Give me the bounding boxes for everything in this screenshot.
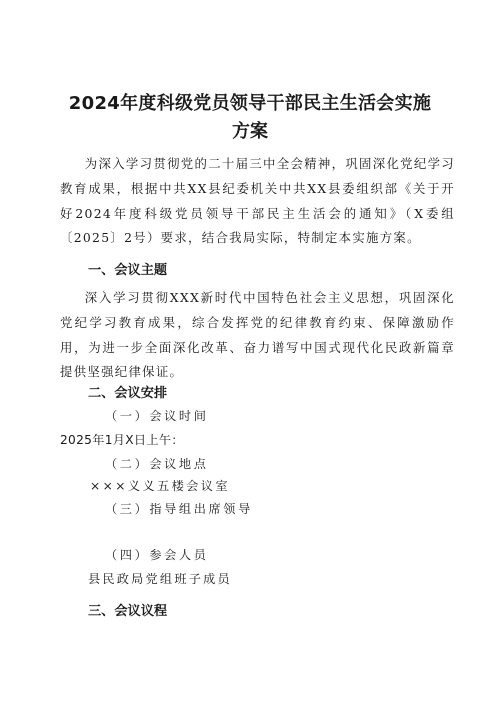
section-heading-meeting-agenda: 三、会议议程 (88, 604, 168, 619)
section-heading-meeting-arrangement: 二、会议安排 (88, 386, 168, 401)
document-title-line-1: 2024年度科级党员领导干部民主生活会实施 (68, 93, 432, 114)
attendees-value: 县民政局党组班子成员 (88, 572, 232, 586)
subheading-guidance-leaders: （三）指导组出席领导 (105, 502, 253, 516)
meeting-time-value: 2025年1月X日上午： (60, 433, 184, 447)
intro-paragraph: 为深入学习贯彻党的二十届三中全会精神，巩固深化党纪学习教育成果，根据中共XX县纪委机关中共XX县委组织部《关于开好2024年度科级党员领导干部民主生活会的通知》（X委组〔2025〕2号）要求，结合我局实际，特制定本实施方案。 (60, 156, 455, 246)
subheading-meeting-time: （一）会议时间 (105, 409, 209, 423)
section-heading-meeting-theme: 一、会议主题 (88, 263, 168, 278)
meeting-theme-paragraph: 深入学习贯彻XXX新时代中国特色社会主义思想，巩固深化党纪学习教育成果，综合发挥党的纪律教育约束、保障激励作用，为进一步全面深化改革、奋力谱写中国式现代化民政新篇章提供坚强纪律保证。 (60, 290, 455, 380)
meeting-location-value: ×××义义五楼会议室 (90, 479, 230, 493)
subheading-attendees: （四）参会人员 (105, 548, 209, 562)
document-title-line-2: 方案 (232, 121, 268, 142)
subheading-meeting-location: （二）会议地点 (105, 457, 209, 471)
